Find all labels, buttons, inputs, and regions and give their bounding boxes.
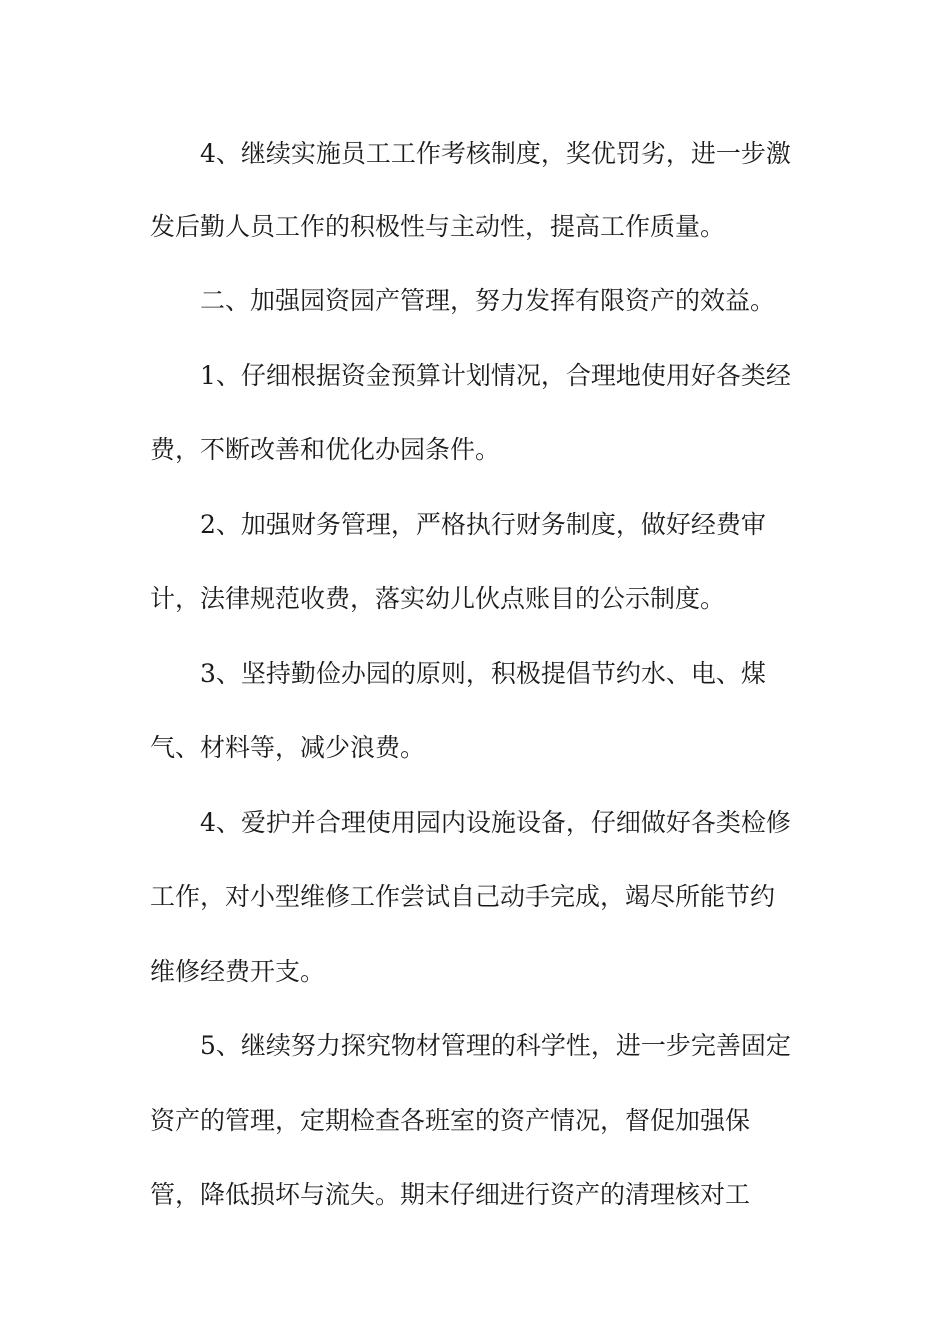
text-line: 发后勤人员工作的积极性与主动性，提高工作质量。 — [150, 212, 726, 241]
text-line: 维修经费开支。 — [150, 957, 326, 986]
text-line: 1、仔细根据资金预算计划情况，合理地使用好各类经 — [200, 361, 791, 390]
section-heading: 二、加强园资园产管理，努力发挥有限资产的效益。 — [200, 286, 776, 315]
text-line: 4、继续实施员工工作考核制度，奖优罚劣，进一步激 — [200, 139, 791, 168]
text-line: 2、加强财务管理，严格执行财务制度，做好经费审 — [200, 510, 766, 539]
text-line: 计，法律规范收费，落实幼儿伙点账目的公示制度。 — [150, 584, 726, 613]
text-line: 3、坚持勤俭办园的原则，积极提倡节约水、电、煤 — [200, 659, 766, 688]
text-line: 费，不断改善和优化办园条件。 — [150, 435, 501, 464]
text-line: 4、爱护并合理使用园内设施设备，仔细做好各类检修 — [200, 808, 791, 837]
text-line: 资产的管理，定期检查各班室的资产情况，督促加强保 — [150, 1106, 751, 1135]
text-line: 气、材料等，减少浪费。 — [150, 733, 426, 762]
text-line: 5、继续努力探究物材管理的科学性，进一步完善固定 — [200, 1031, 791, 1060]
text-line: 管，降低损坏与流失。期末仔细进行资产的清理核对工 — [150, 1180, 751, 1209]
text-line: 工作，对小型维修工作尝试自己动手完成，竭尽所能节约 — [150, 882, 776, 911]
